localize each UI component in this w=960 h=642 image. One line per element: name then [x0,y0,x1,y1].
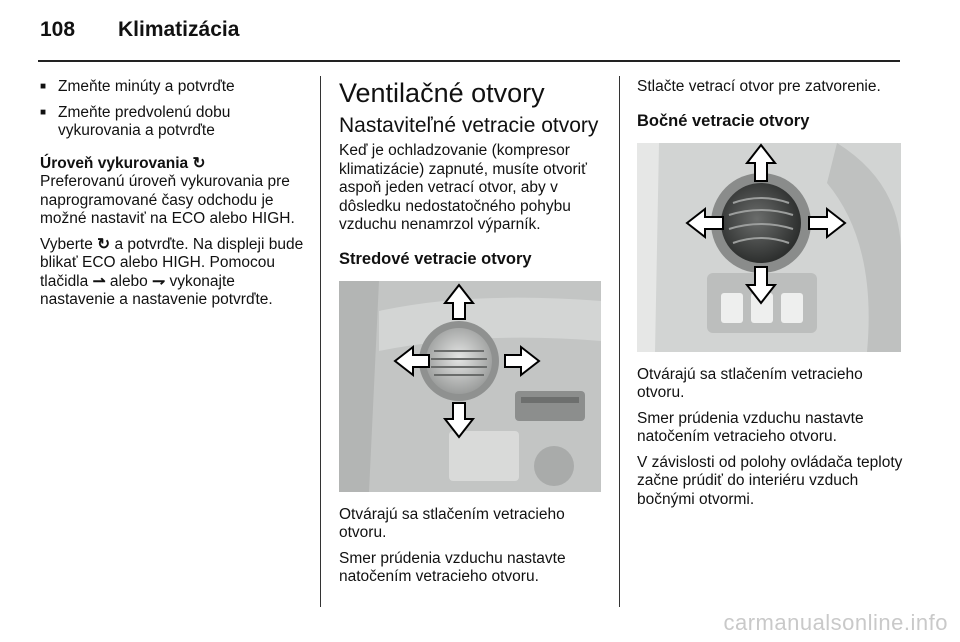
heating-level-heading: Úroveň vykurovania [40,154,189,172]
header-rule [38,60,900,62]
center-direction-text: Smer prúdenia vzduchu nastavte natočením vetracieho otvoru. [339,549,566,585]
select-paragraph [40,236,308,310]
column-divider-1 [320,76,321,607]
page-number: 108 [40,18,76,41]
side-vents-illustration [637,143,901,352]
adjustable-vents-heading: Nastaviteľné vetracie otvory [339,114,599,137]
text-run: vykonajte nastavenie a nastavenie potvrďte. [40,272,273,308]
page-header [40,18,239,42]
text-run: alebo [109,272,148,290]
side-direction-text: Smer prúdenia vzduchu nastavte natočením vetracieho otvoru. [637,409,864,445]
center-vents-heading: Stredové vetracie otvory [339,249,532,268]
watermark: carmanualsonline.info [723,610,948,635]
cycle-icon: ↻ [192,154,206,172]
side-open-text: Otvárajú sa stlačením vetracieho otvoru. [637,365,863,401]
column-divider-2 [619,76,620,607]
left-arrow-icon: ⇀ [92,272,106,290]
column-1 [40,78,308,317]
text-run: Vyberte [40,235,93,253]
side-vents-heading: Bočné vetracie otvory [637,111,810,130]
bullet-item: ■ Zmeňte predvolenú dobu vykurovania a potvrďte [40,104,308,141]
cycle-icon: ↻ [97,235,111,253]
right-arrow-icon: ⇁ [152,272,166,290]
close-vent-text: Stlačte vetrací otvor pre zatvorenie. [637,78,881,95]
text-run: a potvrďte. Na displeji bude blikať ECO alebo HIGH. Pomocou tlačidla [40,235,304,290]
page-title: Klimatizácia [118,18,240,41]
bullet-item: ■ Zmeňte minúty a potvrďte [40,78,308,97]
vents-title: Ventilačné otvory [339,78,545,108]
vents-intro: Keď je ochladzovanie (kompresor klimatizácie) zapnuté, musíte otvoriť aspoň jeden vetrací otvor, aby v dôsledku nedostatočného pohybu vzduchu nenamrzol výparník. [339,142,587,233]
side-temperature-text: V závislosti od polohy ovládača teploty začne prúdiť do interiéru vzduch bočnými otvormi. [637,453,903,508]
center-vents-illustration [339,281,601,492]
column-2 [339,78,605,594]
heating-paragraph: Preferovanú úroveň vykurovania pre naprogramované časy odchodu je možné nastaviť na ECO alebo HIGH. [40,173,295,227]
center-open-text: Otvárajú sa stlačením vetracieho otvoru. [339,505,565,541]
column-3 [637,78,903,516]
